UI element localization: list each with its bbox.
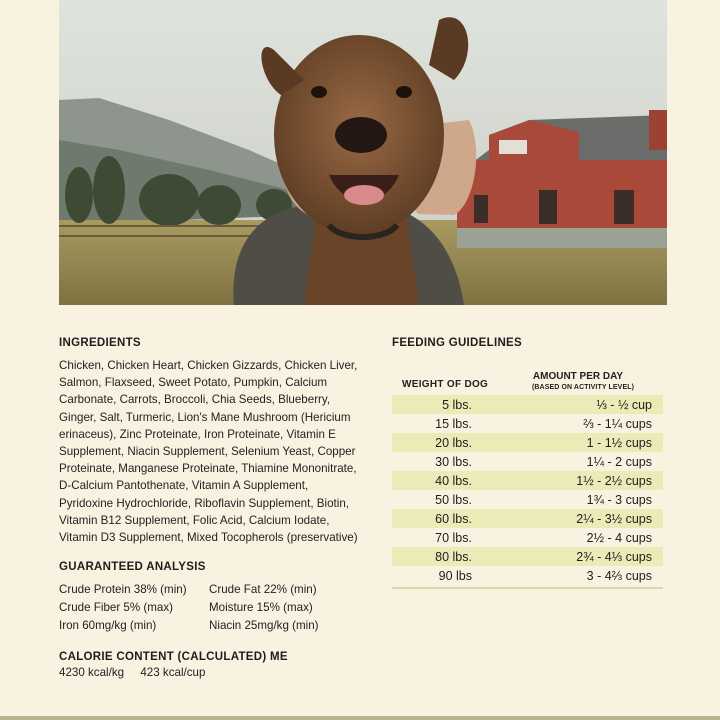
feeding-table-header: [392, 353, 663, 395]
ingredients-line: Supplement, Niacin Supplement, Selenium Yeast, Copper: [59, 445, 356, 459]
ingredients-line: Salmon, Flaxseed, Sweet Potato, Pumpkin, Calcium: [59, 376, 328, 390]
daily-amount: 2½ - 4 cups: [586, 530, 652, 545]
dog-weight: 70 lbs.: [435, 530, 472, 545]
guaranteed-analysis-grid: [59, 581, 349, 634]
dog-weight: 30 lbs.: [435, 454, 472, 469]
daily-amount: ⅔ - 1¼ cups: [583, 416, 652, 431]
dog-weight: 50 lbs.: [435, 492, 472, 507]
feeding-guidelines-heading: FEEDING GUIDELINES: [392, 337, 522, 349]
daily-amount: 2¼ - 3½ cups: [576, 511, 652, 526]
amount-column-subheader: (BASED ON ACTIVITY LEVEL): [531, 384, 635, 391]
table-row: [392, 452, 663, 471]
ingredients-heading: INGREDIENTS: [59, 337, 141, 349]
ingredients-line: Ginger, Salt, Turmeric, Lion's Mane Mushroom (Hericium: [59, 410, 351, 424]
table-row: [392, 528, 663, 547]
dog-weight: 80 lbs.: [435, 549, 472, 564]
analysis-item: Niacin 25mg/kg (min): [209, 619, 319, 632]
ingredients-line: Chicken, Chicken Heart, Chicken Gizzards, Chicken Liver,: [59, 359, 358, 372]
feeding-table: [392, 395, 663, 589]
ingredients-line: Pyridoxine Hydrochloride, Riboflavin Supplement, Biotin,: [59, 496, 349, 510]
ingredients-line: erinaceus), Zinc Proteinate, Iron Proteinate, Vitamin E: [59, 427, 336, 441]
weight-column-header: WEIGHT OF DOG: [402, 379, 489, 390]
calorie-per-kg: 4230 kcal/kg: [59, 666, 125, 679]
analysis-item: Iron 60mg/kg (min): [59, 619, 157, 632]
ingredients-list: [59, 357, 374, 546]
daily-amount: 1¼ - 2 cups: [586, 454, 652, 469]
table-row: [392, 509, 663, 528]
analysis-item: Crude Fiber 5% (max): [59, 601, 174, 614]
hero-photo: [59, 0, 667, 305]
ingredients-line: Vitamin D3 Supplement, Mixed Tocopherols (preservative): [59, 531, 358, 545]
feeding-guidelines-section: [392, 337, 663, 589]
daily-amount: 2¾ - 4⅓ cups: [576, 549, 652, 564]
table-row: [392, 433, 663, 452]
table-row: [392, 566, 663, 585]
daily-amount: ⅓ - ½ cup: [596, 397, 652, 412]
table-row: [392, 547, 663, 566]
ingredients-line: Carbonate, Carrots, Broccoli, Chia Seeds, Blueberry,: [59, 393, 331, 407]
ingredients-section: [59, 337, 374, 546]
bottom-edge-line: [0, 716, 720, 720]
dog-weight: 90 lbs: [438, 568, 472, 583]
table-row: [392, 471, 663, 490]
analysis-item: Crude Protein 38% (min): [59, 583, 187, 596]
ingredients-line: Proteinate, Manganese Proteinate, Thiamine Mononitrate,: [59, 462, 357, 476]
ingredients-line: D-Calcium Pantothenate, Vitamin A Supplement,: [59, 479, 309, 493]
dog-weight: 20 lbs.: [435, 435, 472, 450]
guaranteed-analysis-heading: GUARANTEED ANALYSIS: [59, 561, 206, 573]
table-row: [392, 395, 663, 414]
analysis-item: Crude Fat 22% (min): [209, 583, 317, 596]
dog-weight: 15 lbs.: [435, 416, 472, 431]
calorie-content-heading: CALORIE CONTENT (CALCULATED) ME: [59, 651, 288, 663]
dog-weight: 40 lbs.: [435, 473, 472, 488]
dog-farm-illustration: [59, 0, 667, 305]
dog-weight: 60 lbs.: [435, 511, 472, 526]
table-row: [392, 490, 663, 509]
table-row: [392, 414, 663, 433]
daily-amount: 1¾ - 3 cups: [586, 492, 652, 507]
amount-column-header: AMOUNT PER DAY: [532, 371, 624, 382]
daily-amount: 3 - 4⅔ cups: [586, 568, 652, 583]
ingredients-line: Vitamin B12 Supplement, Folic Acid, Calcium Iodate,: [59, 513, 330, 527]
table-bottom-rule: [392, 587, 663, 589]
daily-amount: 1 - 1½ cups: [586, 435, 652, 450]
calorie-per-cup: 423 kcal/cup: [140, 666, 206, 679]
dog-weight: 5 lbs.: [442, 397, 472, 412]
analysis-item: Moisture 15% (max): [209, 601, 313, 614]
calorie-values: [59, 666, 218, 679]
daily-amount: 1½ - 2½ cups: [576, 473, 652, 488]
